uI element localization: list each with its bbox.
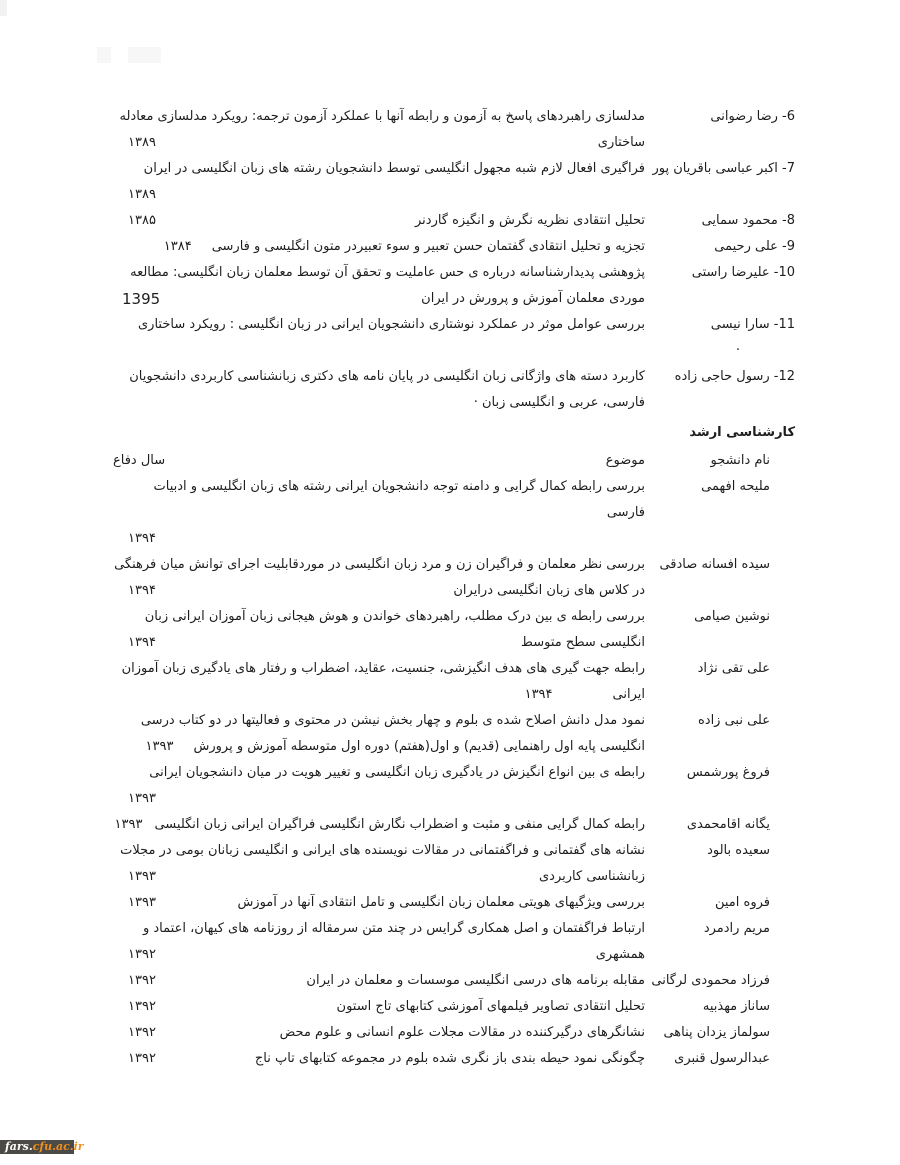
defense-year: ۱۳۸۹ (128, 187, 156, 202)
thesis-topic: فراگیری افعال لازم شبه مجهول انگلیسی توسط دانشجویان رشته های زبان انگلیسی در ایران (143, 161, 645, 176)
student-name: فروه امین (714, 895, 770, 910)
student-name: عبدالرسول قنبری (674, 1051, 770, 1066)
defense-year: ۱۳۹۲ (128, 1025, 156, 1040)
defense-year: ۱۳۹۳ (128, 869, 156, 884)
thesis-row (113, 312, 795, 364)
thesis-row (113, 552, 795, 604)
defense-year: ۱۳۹۴ (128, 531, 156, 546)
thesis-topic: بررسی رابطه کمال گرایی و دامنه توجه دانشجویان ایرانی رشته های زبان انگلیسی و ادبیات فارسی (153, 479, 645, 520)
thesis-row (113, 708, 795, 760)
student-name: یگانه اقامحمدی (686, 817, 770, 832)
thesis-row (113, 364, 795, 416)
student-name: 11- سارا نیسی · (645, 312, 795, 364)
thesis-topic: بررسی ویژگیهای هویتی معلمان زبان انگلیسی و تامل انتقادی آنها در آموزش (237, 895, 645, 910)
thesis-row (113, 260, 795, 312)
thesis-topic: ارتباط فراگفتمان و اصل همکاری گرایس در چند متن سرمقاله از روزنامه های کیهان، اعتماد و همشهری (142, 921, 645, 962)
thesis-row (113, 1046, 795, 1072)
thesis-topic: نشانه های گفتمانی و فراگفتمانی در مقالات نویسنده های ایرانی و انگلیسی زبانان بومی در مجلات زبانشناسی کاربردی (120, 843, 645, 884)
defense-year: ۱۳۹۲ (128, 973, 156, 988)
thesis-topic: کاربرد دسته های واژگانی زبان انگلیسی در پایان نامه های دکتری زبانشناسی کاربردی دانشجویان فارسی، عربی و انگلیسی زبان · (129, 369, 645, 410)
thesis-topic: بررسی رابطه ی بین درک مطلب، راهبردهای خواندن و هوش هیجانی زبان آموزان ایرانی زبان انگلیسی سطح متوسط (144, 609, 645, 650)
student-name: 9- علی رحیمی (714, 239, 795, 254)
column-header-topic: موضوع (605, 453, 645, 468)
thesis-topic: نشانگرهای درگیرکننده در مقالات مجلات علوم انسانی و علوم محض (279, 1025, 645, 1040)
thesis-topic: چگونگی نمود حیطه بندی باز نگری شده بلوم در مجموعه کتابهای تاپ ناج (254, 1051, 645, 1066)
student-name: 12- رسول حاجی زاده (674, 369, 795, 384)
student-name: سولماز یزدان پناهی (663, 1025, 770, 1040)
defense-year: ۱۳۸۴ (163, 239, 192, 254)
thesis-row (113, 760, 795, 812)
thesis-topic: رابطه کمال گرایی منفی و مثبت و اضطراب نگارش انگلیسی فراگیران ایرانی زبان انگلیسی۱۳۹۳ (114, 817, 645, 832)
thesis-topic: بررسی عوامل موثر در عملکرد نوشتاری دانشجویان ایرانی در زبان انگلیسی : رویکرد ساختاری (137, 317, 645, 332)
student-name: 10- علیرضا راستی (691, 265, 795, 280)
site-watermark-badge (0, 1140, 84, 1154)
thesis-row (113, 208, 795, 234)
student-name: سعیده بالود (707, 843, 770, 858)
thesis-topic: تجزیه و تحلیل انتقادی گفتمان حسن تعبیر و سوء تعبیردر متون انگلیسی و فارسی۱۳۸۴ (163, 239, 645, 254)
student-name: فرزاد محمودی لرگانی (651, 973, 770, 988)
column-header-defense-year: سال دفاع (113, 453, 166, 468)
thesis-row (113, 104, 795, 156)
defense-year: 1395 (122, 290, 161, 308)
student-name: 8- محمود سمایی (701, 213, 795, 228)
student-name: نوشین صیامی (694, 609, 770, 624)
defense-year: ۱۳۹۳ (114, 817, 143, 832)
thesis-topic: تحلیل انتقادی نظریه نگرش و انگیزه گاردنر (414, 213, 645, 228)
thesis-row (113, 474, 795, 552)
site-badge-prefix: fars. (5, 1140, 33, 1153)
defense-year: ۱۳۹۳ (145, 739, 174, 754)
stray-dot: · (735, 343, 740, 358)
thesis-topic: تحلیل انتقادی تصاویر فیلمهای آموزشی کتابهای تاج استون (336, 999, 645, 1014)
thesis-row (113, 156, 795, 208)
table-header-row (113, 448, 795, 474)
thesis-row (113, 890, 795, 916)
thesis-row (113, 838, 795, 890)
student-name: علی نبی زاده (697, 713, 770, 728)
thesis-topic: مدلسازی راهبردهای پاسخ به آزمون و رابطه آنها با عملکرد آزمون ترجمه: رویکرد مدلسازی معادله ساختاری (119, 109, 645, 150)
thesis-row (113, 1020, 795, 1046)
defense-year: ۱۳۹۴ (524, 687, 553, 702)
student-name: سیده افسانه صادقی (659, 557, 770, 572)
thesis-row (113, 234, 795, 260)
thesis-topic: رابطه جهت گیری های هدف انگیزشی، جنسیت، عقاید، اضطراب و رفتار های یادگیری زبان آموزان ایرانی۱۳۹۴ (121, 661, 645, 702)
thesis-row (113, 656, 795, 708)
defense-year: ۱۳۸۵ (128, 213, 156, 228)
defense-year: ۱۳۹۲ (128, 1051, 156, 1066)
thesis-topic: بررسی نظر معلمان و فراگیران زن و مرد زبان انگلیسی در موردقابلیت اجرای توانش میان فرهنگی در کلاس های زبان انگلیسی درایران (114, 557, 645, 598)
thesis-row (113, 994, 795, 1020)
defense-year: ۱۳۹۳ (128, 791, 156, 806)
defense-year: ۱۳۸۹ (128, 135, 156, 150)
defense-year: ۱۳۹۳ (128, 895, 156, 910)
thesis-topic: رابطه ی بین انواع انگیزش در یادگیری زبان انگلیسی و تغییر هویت در میان دانشجویان ایرانی (149, 765, 645, 780)
site-badge-domain: cfu.ac.ir (32, 1140, 84, 1153)
student-name: 7- اکبر عباسی باقریان پور (652, 161, 795, 176)
defense-year: ۱۳۹۲ (128, 947, 156, 962)
thesis-row (113, 604, 795, 656)
defense-year: ۱۳۹۲ (128, 999, 156, 1014)
defense-year: ۱۳۹۴ (128, 635, 156, 650)
thesis-row (113, 812, 795, 838)
thesis-row (113, 916, 795, 968)
student-name: 6- رضا رضوانی (710, 109, 795, 124)
thesis-row (113, 968, 795, 994)
student-name: فروغ پورشمس (686, 765, 770, 780)
student-name: مریم رادمرد (703, 921, 770, 936)
thesis-topic: پژوهشی پدیدارشناسانه درباره ی حس عاملیت و تحقق آن توسط معلمان زبان انگلیسی: مطالعه موردی معلمان آموزش و پرورش در ایران (130, 265, 645, 306)
thesis-topic: مقابله برنامه های درسی انگلیسی موسسات و معلمان در ایران (306, 973, 645, 988)
student-name: علی تقی نژاد (697, 661, 770, 676)
student-name: ساناز مهذبیه (702, 999, 770, 1014)
thesis-topic: نمود مدل دانش اصلاح شده ی بلوم و چهار بخش نیشن در محتوی و فعالیتها در دو کتاب درسی انگلیسی پایه اول راهنمایی (قدیم) و اول(هفتم) دوره اول متوسطه آموزش و پرورش۱۳۹۳ (140, 713, 645, 754)
defense-year: ۱۳۹۴ (128, 583, 156, 598)
column-header-student-name: نام دانشجو (710, 453, 770, 468)
section-title: کارشناسی ارشد (689, 425, 795, 440)
student-name: ملیحه افهمی (701, 479, 770, 494)
